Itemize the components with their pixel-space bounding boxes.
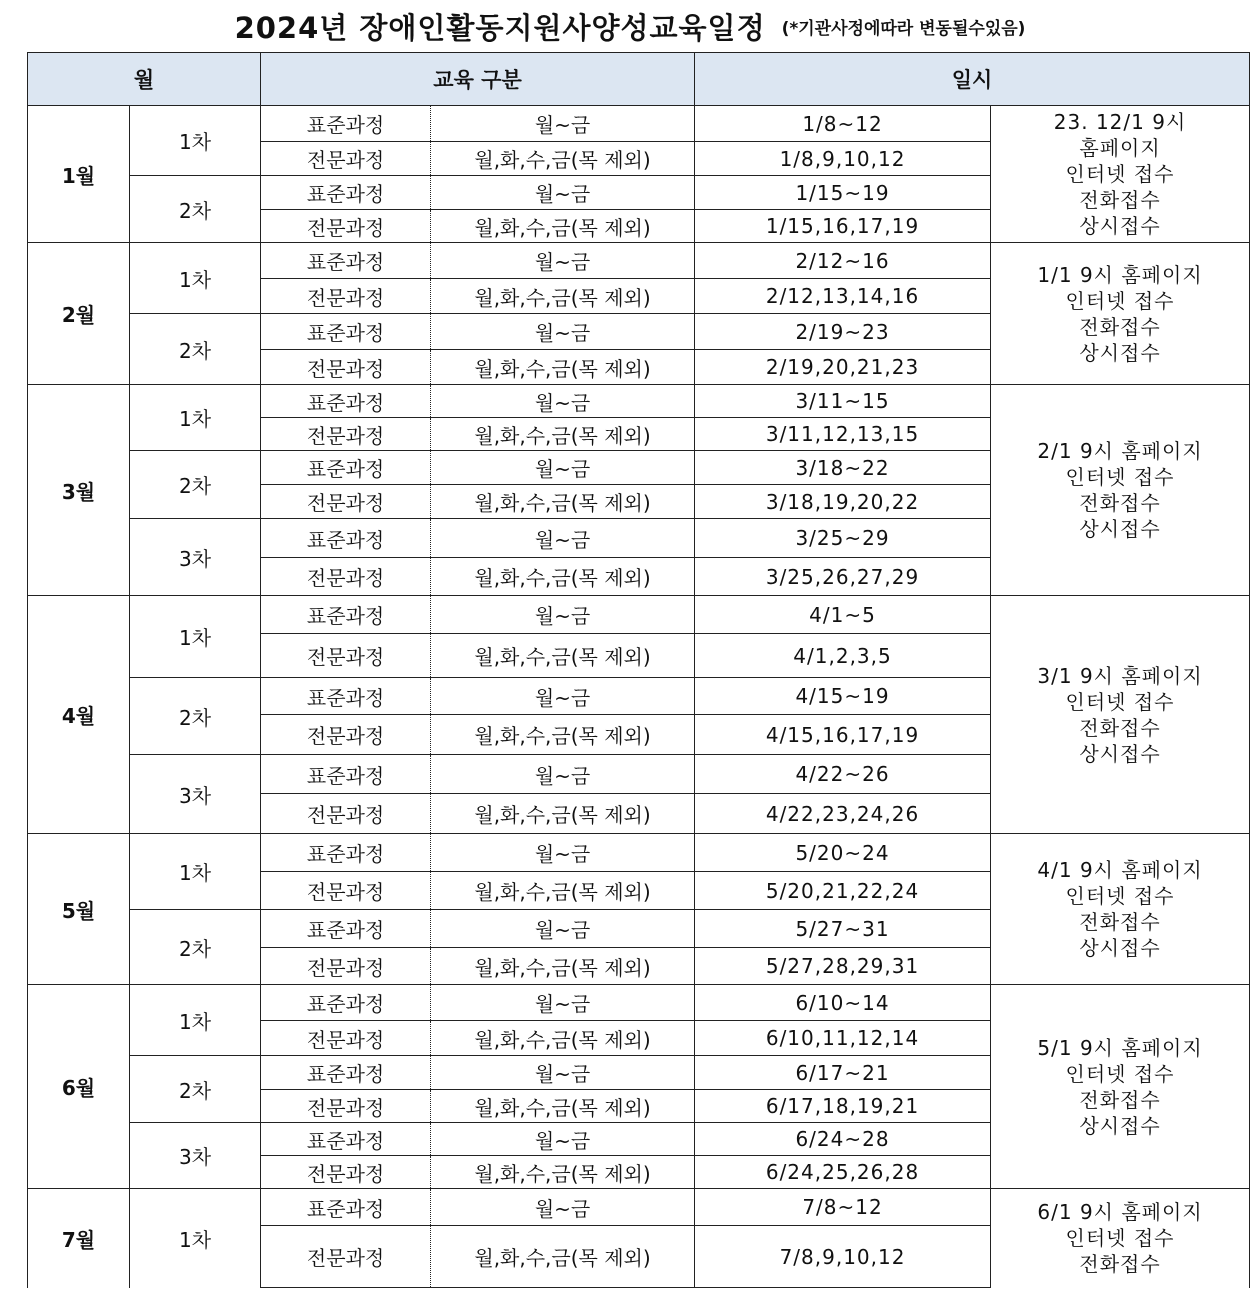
course-days-cell: 월,화,수,금(목 제외) (431, 872, 695, 910)
course-days-cell: 월~금 (431, 1123, 695, 1156)
course-date-cell: 6/17~21 (695, 1056, 991, 1090)
round-cell: 2차 (130, 451, 261, 519)
registration-line: 상시접수 (1079, 936, 1161, 960)
registration-line: 인터넷 접수 (1065, 1226, 1175, 1251)
course-type-cell: 표준과정 (261, 1189, 431, 1226)
registration-line: 전화접수 (1079, 491, 1161, 515)
course-type-cell: 전문과정 (261, 418, 431, 451)
header-month: 월 (28, 53, 261, 106)
course-date-cell: 4/22,23,24,26 (695, 794, 991, 834)
schedule-body (28, 106, 1250, 1288)
course-type-cell: 전문과정 (261, 948, 431, 985)
course-days-cell: 월~금 (431, 755, 695, 794)
registration-line: 전화접수 (1079, 314, 1161, 339)
course-type-cell: 표준과정 (261, 834, 431, 872)
table-row (28, 834, 1250, 872)
course-date-cell: 5/20,21,22,24 (695, 872, 991, 910)
course-days-cell: 월~금 (431, 176, 695, 210)
course-type-cell: 표준과정 (261, 678, 431, 715)
course-days-cell: 월~금 (431, 678, 695, 715)
round-cell: 2차 (130, 314, 261, 385)
round-cell: 2차 (130, 176, 261, 243)
course-days-cell: 월,화,수,금(목 제외) (431, 418, 695, 451)
registration-line: 전화접수 (1079, 715, 1161, 740)
registration-line: 6/1 9시 홈페이지 (1037, 1200, 1203, 1225)
course-date-cell: 5/27~31 (695, 910, 991, 948)
registration-line: 인터넷 접수 (1065, 689, 1175, 714)
course-type-cell: 표준과정 (261, 910, 431, 948)
registration-cell (991, 243, 1250, 385)
table-row (28, 385, 1250, 418)
registration-line: 전화접수 (1079, 188, 1161, 212)
course-days-cell: 월~금 (431, 385, 695, 418)
registration-line: 2/1 9시 홈페이지 (1037, 439, 1203, 463)
course-date-cell: 3/11,12,13,15 (695, 418, 991, 451)
course-date-cell: 6/10~14 (695, 985, 991, 1021)
course-type-cell: 전문과정 (261, 350, 431, 385)
round-cell: 1차 (130, 596, 261, 678)
course-date-cell: 2/12,13,14,16 (695, 279, 991, 314)
course-date-cell: 1/15~19 (695, 176, 991, 210)
registration-cell (991, 385, 1250, 596)
course-type-cell: 표준과정 (261, 596, 431, 634)
course-type-cell: 전문과정 (261, 794, 431, 834)
course-type-cell: 표준과정 (261, 106, 431, 142)
course-days-cell: 월,화,수,금(목 제외) (431, 558, 695, 596)
course-date-cell: 4/1,2,3,5 (695, 634, 991, 678)
course-days-cell: 월~금 (431, 596, 695, 634)
course-type-cell: 표준과정 (261, 755, 431, 794)
course-days-cell: 월~금 (431, 243, 695, 279)
course-type-cell: 전문과정 (261, 210, 431, 243)
round-cell: 3차 (130, 1123, 261, 1189)
month-cell: 7월 (28, 1189, 130, 1288)
course-days-cell: 월,화,수,금(목 제외) (431, 210, 695, 243)
header-datetime: 일시 (695, 53, 1250, 106)
course-days-cell: 월~금 (431, 910, 695, 948)
course-date-cell: 6/24,25,26,28 (695, 1156, 991, 1189)
course-date-cell: 3/11~15 (695, 385, 991, 418)
round-cell: 1차 (130, 385, 261, 451)
course-days-cell: 월,화,수,금(목 제외) (431, 794, 695, 834)
course-type-cell: 표준과정 (261, 1123, 431, 1156)
schedule-table (27, 52, 1250, 1288)
registration-cell (991, 834, 1250, 985)
registration-line: 전화접수 (1079, 910, 1161, 934)
registration-line: 1/1 9시 홈페이지 (1037, 262, 1203, 287)
round-cell: 1차 (130, 834, 261, 910)
round-cell: 1차 (130, 1189, 261, 1288)
registration-line: 23. 12/1 9시 (1053, 110, 1187, 134)
course-type-cell: 표준과정 (261, 985, 431, 1021)
registration-line: 전화접수 (1079, 1252, 1161, 1277)
month-cell: 4월 (28, 596, 130, 834)
course-date-cell: 5/20~24 (695, 834, 991, 872)
course-date-cell: 1/15,16,17,19 (695, 210, 991, 243)
course-date-cell: 5/27,28,29,31 (695, 948, 991, 985)
header-category: 교육 구분 (261, 53, 695, 106)
registration-cell (991, 596, 1250, 834)
course-date-cell: 1/8,9,10,12 (695, 142, 991, 176)
page-title: 2024년 장애인활동지원사양성교육일정 (234, 10, 766, 45)
course-days-cell: 월~금 (431, 519, 695, 558)
course-type-cell: 표준과정 (261, 176, 431, 210)
course-date-cell: 4/15,16,17,19 (695, 715, 991, 755)
course-date-cell: 6/10,11,12,14 (695, 1021, 991, 1056)
course-date-cell: 2/19~23 (695, 314, 991, 350)
course-type-cell: 전문과정 (261, 1090, 431, 1123)
course-days-cell: 월,화,수,금(목 제외) (431, 1156, 695, 1189)
course-days-cell: 월~금 (431, 451, 695, 485)
course-date-cell: 1/8~12 (695, 106, 991, 142)
course-type-cell: 전문과정 (261, 279, 431, 314)
course-days-cell: 월~금 (431, 1056, 695, 1090)
round-cell: 1차 (130, 106, 261, 176)
course-date-cell: 6/17,18,19,21 (695, 1090, 991, 1123)
registration-line: 전화접수 (1079, 1087, 1161, 1112)
registration-line: 상시접수 (1079, 1113, 1161, 1138)
table-row (28, 106, 1250, 142)
course-type-cell: 전문과정 (261, 715, 431, 755)
registration-line: 인터넷 접수 (1065, 465, 1175, 489)
course-date-cell: 4/15~19 (695, 678, 991, 715)
round-cell: 2차 (130, 678, 261, 755)
round-cell: 3차 (130, 755, 261, 834)
registration-line: 홈페이지 (1079, 136, 1161, 160)
course-days-cell: 월,화,수,금(목 제외) (431, 142, 695, 176)
course-type-cell: 전문과정 (261, 485, 431, 519)
round-cell: 1차 (130, 985, 261, 1056)
round-cell: 3차 (130, 519, 261, 596)
course-date-cell: 7/8~12 (695, 1189, 991, 1226)
registration-line: 인터넷 접수 (1065, 162, 1175, 186)
title-note: (*기관사정에따라 변동될수있음) (781, 18, 1026, 39)
round-cell: 1차 (130, 243, 261, 314)
course-days-cell: 월,화,수,금(목 제외) (431, 948, 695, 985)
course-days-cell: 월~금 (431, 106, 695, 142)
course-days-cell: 월~금 (431, 834, 695, 872)
registration-line: 상시접수 (1079, 741, 1161, 766)
course-date-cell: 3/18,19,20,22 (695, 485, 991, 519)
course-type-cell: 전문과정 (261, 142, 431, 176)
course-type-cell: 표준과정 (261, 243, 431, 279)
round-cell: 2차 (130, 1056, 261, 1123)
course-date-cell: 2/19,20,21,23 (695, 350, 991, 385)
course-days-cell: 월,화,수,금(목 제외) (431, 634, 695, 678)
course-days-cell: 월,화,수,금(목 제외) (431, 1021, 695, 1056)
course-date-cell: 3/25,26,27,29 (695, 558, 991, 596)
course-type-cell: 전문과정 (261, 558, 431, 596)
course-type-cell: 표준과정 (261, 385, 431, 418)
course-type-cell: 표준과정 (261, 314, 431, 350)
registration-line: 상시접수 (1079, 340, 1161, 365)
table-row (28, 985, 1250, 1021)
course-days-cell: 월,화,수,금(목 제외) (431, 485, 695, 519)
table-row (28, 1189, 1250, 1226)
course-days-cell: 월~금 (431, 314, 695, 350)
course-date-cell: 6/24~28 (695, 1123, 991, 1156)
course-date-cell: 7/8,9,10,12 (695, 1226, 991, 1288)
registration-cell (991, 1189, 1250, 1288)
registration-line: 4/1 9시 홈페이지 (1037, 858, 1203, 882)
course-type-cell: 전문과정 (261, 634, 431, 678)
month-cell: 3월 (28, 385, 130, 596)
registration-line: 인터넷 접수 (1065, 884, 1175, 908)
table-row (28, 243, 1250, 279)
course-type-cell: 전문과정 (261, 1021, 431, 1056)
course-type-cell: 전문과정 (261, 1226, 431, 1288)
course-days-cell: 월,화,수,금(목 제외) (431, 350, 695, 385)
course-days-cell: 월~금 (431, 985, 695, 1021)
registration-cell (991, 106, 1250, 243)
registration-line: 상시접수 (1079, 214, 1161, 238)
course-type-cell: 전문과정 (261, 1156, 431, 1189)
course-type-cell: 전문과정 (261, 872, 431, 910)
course-days-cell: 월,화,수,금(목 제외) (431, 715, 695, 755)
course-type-cell: 표준과정 (261, 451, 431, 485)
course-days-cell: 월~금 (431, 1189, 695, 1226)
registration-line: 상시접수 (1079, 517, 1161, 541)
month-cell: 6월 (28, 985, 130, 1189)
course-date-cell: 4/1~5 (695, 596, 991, 634)
course-type-cell: 표준과정 (261, 1056, 431, 1090)
course-days-cell: 월,화,수,금(목 제외) (431, 1090, 695, 1123)
registration-line: 인터넷 접수 (1065, 288, 1175, 313)
course-date-cell: 2/12~16 (695, 243, 991, 279)
registration-cell (991, 985, 1250, 1189)
course-type-cell: 표준과정 (261, 519, 431, 558)
course-date-cell: 3/18~22 (695, 451, 991, 485)
month-cell: 1월 (28, 106, 130, 243)
title-bar (0, 0, 1260, 52)
course-date-cell: 3/25~29 (695, 519, 991, 558)
month-cell: 5월 (28, 834, 130, 985)
course-date-cell: 4/22~26 (695, 755, 991, 794)
course-days-cell: 월,화,수,금(목 제외) (431, 279, 695, 314)
header-row (28, 53, 1250, 106)
registration-line: 5/1 9시 홈페이지 (1037, 1035, 1203, 1060)
round-cell: 2차 (130, 910, 261, 985)
course-days-cell: 월,화,수,금(목 제외) (431, 1226, 695, 1288)
registration-line: 3/1 9시 홈페이지 (1037, 663, 1203, 688)
month-cell: 2월 (28, 243, 130, 385)
table-row (28, 596, 1250, 634)
registration-line: 인터넷 접수 (1065, 1061, 1175, 1086)
